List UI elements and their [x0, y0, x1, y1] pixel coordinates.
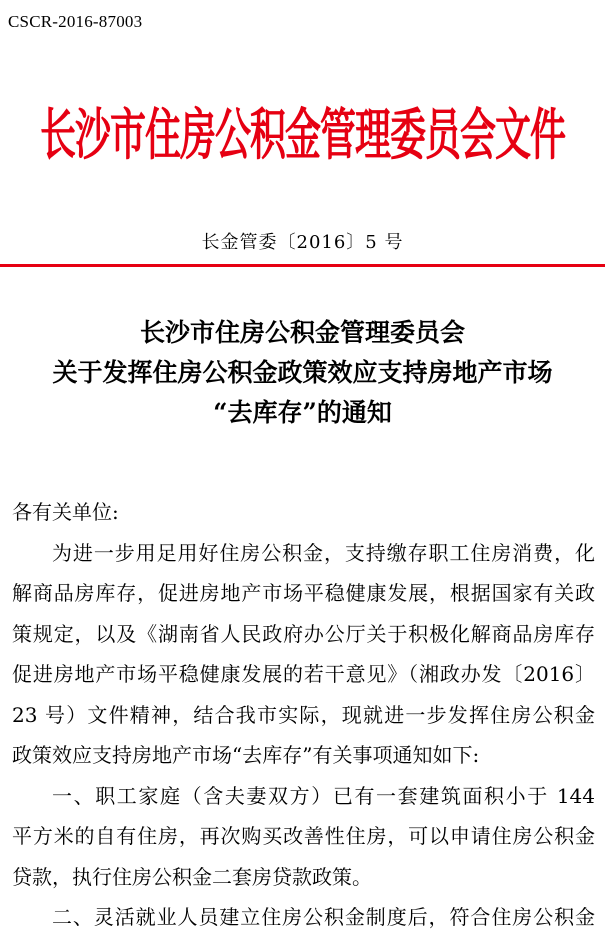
- notice-title: [0, 313, 605, 433]
- paragraph-line: 策规定，以及《湖南省人民政府办公厅关于积极化解商品房库存: [12, 621, 595, 646]
- paragraph-line: 为进一步用足用好住房公积金，支持缴存职工住房消费，化: [52, 540, 595, 565]
- paragraph-line: 一、职工家庭（含夫妻双方）已有一套建筑面积小于 144: [52, 783, 595, 808]
- document-number: 长金管委〔2016〕5 号: [201, 232, 404, 253]
- title-line-1: 长沙市住房公积金管理委员会: [139, 318, 465, 347]
- paragraph-line: 二、灵活就业人员建立住房公积金制度后，符合住房公积金: [52, 905, 595, 929]
- paragraph-line: 解商品房库存，促进房地产市场平稳健康发展，根据国家有关政: [12, 581, 595, 605]
- paragraph-line: 23 号）文件精神，结合我市实际，现就进一步发挥住房公积金: [12, 702, 595, 727]
- paragraph-line: 贷款，执行住房公积金二套房贷款政策。: [12, 864, 372, 889]
- document-code: CSCR-2016-87003: [8, 12, 143, 31]
- title-line-2: 关于发挥住房公积金政策效应支持房地产市场: [52, 358, 553, 387]
- salutation: 各有关单位:: [12, 500, 119, 524]
- red-divider-line: [0, 264, 605, 267]
- paragraph-3: [0, 897, 605, 938]
- notice-body: [0, 492, 605, 938]
- paragraph-line: 促进房地产市场平稳健康发展的若干意见》（湘政办发〔2016〕: [12, 662, 595, 686]
- paragraph-line: 平方米的自有住房，再次购买改善性住房，可以申请住房公积金: [12, 824, 595, 848]
- masthead-title: 长沙市住房公积金管理委员会文件: [39, 104, 565, 168]
- paragraph-line: 政策效应支持房地产市场“去库存”有关事项通知如下:: [12, 743, 480, 767]
- paragraph-2: [0, 776, 605, 898]
- paragraph-1: [0, 533, 605, 776]
- title-line-3: “去库存”的通知: [213, 398, 392, 427]
